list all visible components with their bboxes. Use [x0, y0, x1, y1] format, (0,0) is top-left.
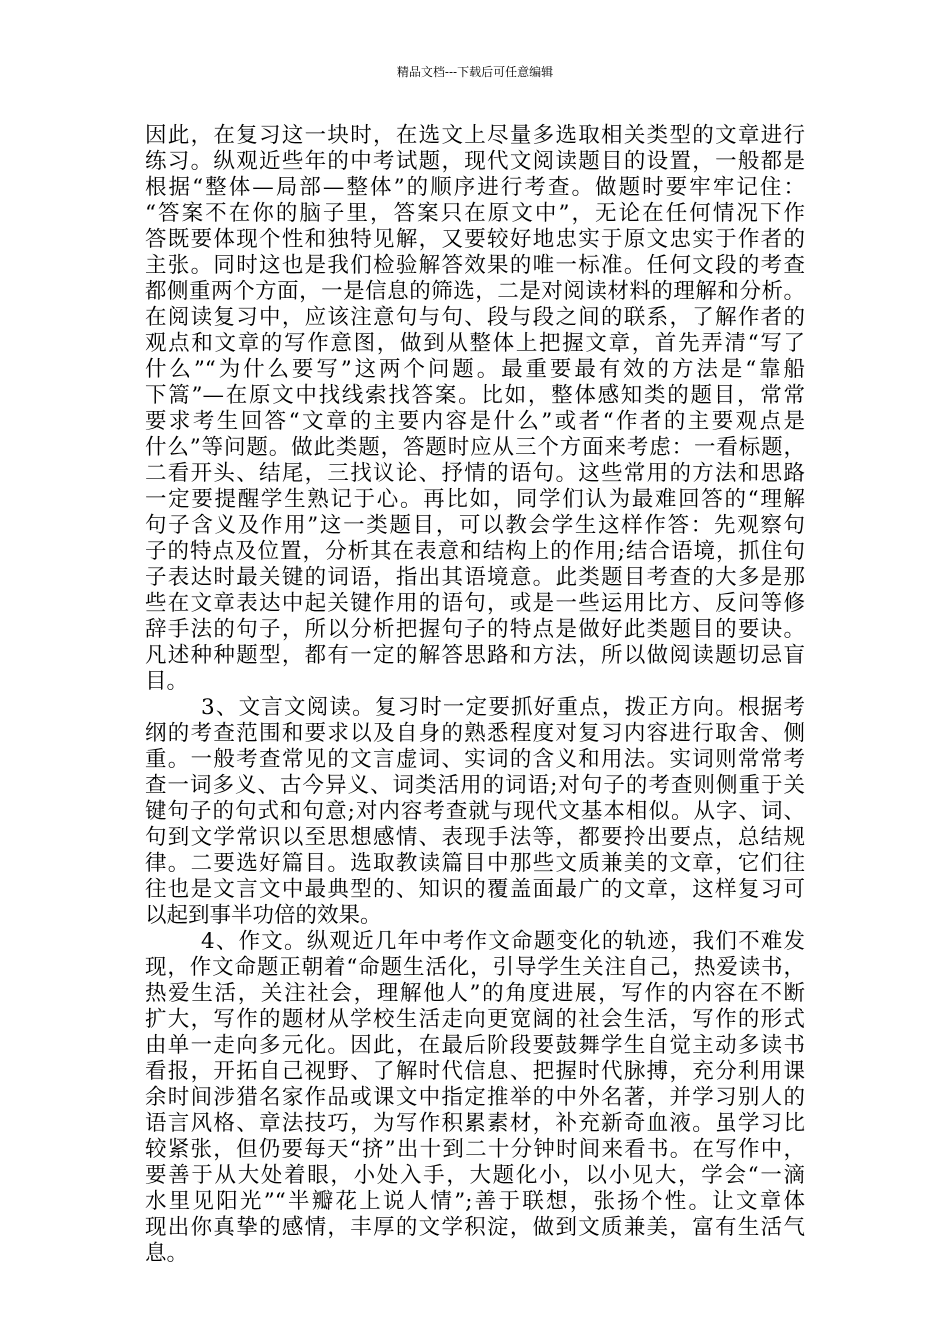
text-line: 什么”“为什么要写”这两个问题。最重要最有效的方法是“靠船	[145, 357, 805, 382]
text-line: 观点和文章的写作意图，做到从整体上把握文章，首先弄清“写了	[145, 331, 805, 356]
text-line: 现出你真挚的感情，丰厚的文学积淀，做到文质兼美，富有生活气	[145, 1215, 805, 1240]
text-line: 由单一走向多元化。因此，在最后阶段要鼓舞学生自觉主动多读书	[145, 1033, 805, 1058]
paragraph	[145, 123, 805, 695]
text-line: 一定要提醒学生熟记于心。再比如，同学们认为最难回答的“理解	[145, 487, 805, 512]
document-body	[145, 123, 805, 1267]
text-line: 较紧张，但仍要每天“挤”出十到二十分钟时间来看书。在写作中，	[145, 1137, 805, 1162]
text-line: 因此，在复习这一块时，在选文上尽量多选取相关类型的文章进行	[145, 123, 805, 148]
text-line: 下篙”—在原文中找线索找答案。比如，整体感知类的题目，常常	[145, 383, 805, 408]
text-line: 热爱生活，关注社会，理解他人”的角度进展，写作的内容在不断	[145, 981, 805, 1006]
paragraph	[145, 929, 805, 1267]
text-line: 3、文言文阅读。复习时一定要抓好重点，拨正方向。根据考	[201, 695, 805, 720]
paragraph	[145, 695, 805, 929]
text-line: 看报，开拓自己视野、了解时代信息、把握时代脉搏，充分利用课	[145, 1059, 805, 1084]
text-line: 句到文学常识以至思想感情、表现手法等，都要拎出要点，总结规	[145, 825, 805, 850]
text-line: 水里见阳光”“半瓣花上说人情”;善于联想，张扬个性。让文章体	[145, 1189, 805, 1214]
text-line: 目。	[145, 669, 189, 694]
text-line: 以起到事半功倍的效果。	[145, 903, 382, 928]
text-line: 语言风格、章法技巧，为写作积累素材，补充新奇血液。虽学习比	[145, 1111, 805, 1136]
text-line: 要求考生回答“文章的主要内容是什么”或者“作者的主要观点是	[145, 409, 805, 434]
text-line: 子的特点及位置，分析其在表意和结构上的作用;结合语境，抓住句	[145, 539, 805, 564]
text-line: 律。二要选好篇目。选取教读篇目中那些文质兼美的文章，它们往	[145, 851, 805, 876]
text-line: 4、作文。纵观近几年中考作文命题变化的轨迹，我们不难发	[201, 929, 805, 954]
text-line: 句子含义及作用”这一类题目，可以教会学生这样作答：先观察句	[145, 513, 805, 538]
text-line: 在阅读复习中，应该注意句与句、段与段之间的联系，了解作者的	[145, 305, 805, 330]
text-line: 余时间涉猎名家作品或课文中指定推举的中外名著，并学习别人的	[145, 1085, 805, 1110]
text-line: 辞手法的句子，所以分析把握句子的特点是做好此类题目的要诀。	[145, 617, 805, 642]
text-line: 练习。纵观近些年的中考试题，现代文阅读题目的设置，一般都是	[145, 149, 805, 174]
text-line: 凡述种种题型，都有一定的解答思路和方法，所以做阅读题切忌盲	[145, 643, 805, 668]
text-line: 键句子的句式和句意;对内容考查就与现代文基本相似。从字、词、	[145, 799, 805, 824]
text-line: 主张。同时这也是我们检验解答效果的唯一标准。任何文段的考查	[145, 253, 805, 278]
text-line: 根据“整体—局部—整体”的顺序进行考查。做题时要牢牢记住：	[145, 175, 805, 200]
text-line: 答既要体现个性和独特见解，又要较好地忠实于原文忠实于作者的	[145, 227, 805, 252]
text-line: 息。	[145, 1241, 189, 1266]
text-line: 都侧重两个方面，一是信息的筛选，二是对阅读材料的理解和分析。	[145, 279, 805, 304]
text-line: 些在文章表达中起关键作用的语句，或是一些运用比方、反问等修	[145, 591, 805, 616]
text-line: 什么”等问题。做此类题，答题时应从三个方面来考虑：一看标题，	[145, 435, 805, 460]
text-line: 现，作文命题正朝着“命题生活化，引导学生关注自己，热爱读书，	[145, 955, 805, 980]
text-line: 纲的考查范围和要求以及自身的熟悉程度对复习内容进行取舍、侧	[145, 721, 805, 746]
text-line: 二看开头、结尾，三找议论、抒情的语句。这些常用的方法和思路	[145, 461, 805, 486]
text-line: 往也是文言文中最典型的、知识的覆盖面最广的文章，这样复习可	[145, 877, 805, 902]
text-line: 子表达时最关键的词语，指出其语境意。此类题目考查的大多是那	[145, 565, 805, 590]
text-line: 要善于从大处着眼，小处入手，大题化小，以小见大，学会“一滴	[145, 1163, 805, 1188]
text-line: 重。一般考查常见的文言虚词、实词的含义和用法。实词则常常考	[145, 747, 805, 772]
page-header: 精品文档---下载后可任意编辑	[396, 65, 554, 79]
text-line: 扩大，写作的题材从学校生活走向更宽阔的社会生活，写作的形式	[145, 1007, 805, 1032]
text-line: 查一词多义、古今异义、词类活用的词语;对句子的考查则侧重于关	[145, 773, 805, 798]
text-line: “答案不在你的脑子里，答案只在原文中”，无论在任何情况下作	[145, 201, 805, 226]
